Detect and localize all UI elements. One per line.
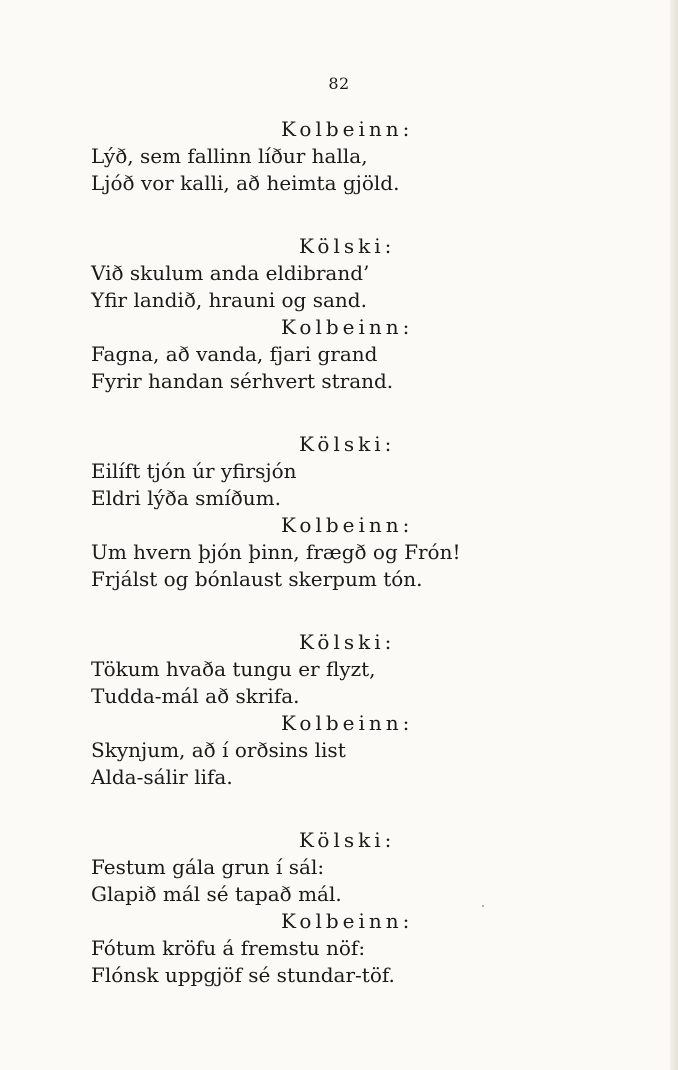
stanza-gap	[91, 197, 651, 233]
verse-line: Yfir landið, hrauni og sand.	[91, 288, 367, 312]
verse-line: Festum gála grun í sál:	[91, 855, 325, 879]
verse-line: Fagna, að vanda, fjari grand	[91, 342, 378, 366]
page-edge-shadow	[670, 0, 678, 1070]
stanza-gap	[91, 791, 651, 827]
verse-line: Frjálst og bónlaust skerpum tón.	[91, 567, 423, 591]
speaker-label: Kolbeinn:	[281, 711, 414, 735]
speaker-label: Kolbeinn:	[281, 909, 414, 933]
stanza-gap	[91, 593, 651, 629]
stanza-gap	[91, 395, 651, 431]
speaker-label: Kölski:	[299, 630, 396, 654]
verse-line: Eldri lýða smíðum.	[91, 486, 281, 510]
verse-line: Eilíft tjón úr yfirsjón	[91, 459, 297, 483]
verse-line: Ljóð vor kalli, að heimta gjöld.	[91, 171, 400, 195]
verse-line: Tudda-mál að skrifa.	[91, 684, 300, 708]
speaker-label: Kölski:	[299, 234, 396, 258]
verse-line: Flónsk uppgjöf sé stundar-töf.	[91, 963, 395, 987]
verse-line: Við skulum anda eldibrand’	[91, 261, 370, 285]
verse-line: Fyrir handan sérhvert strand.	[91, 369, 394, 393]
verse-line: Alda-sálir lifa.	[91, 765, 233, 789]
verse-line: Skynjum, að í orðsins list	[91, 738, 346, 762]
speaker-label: Kölski:	[299, 432, 396, 456]
speaker-label: Kölski:	[299, 828, 396, 852]
verse-line: Glapið mál sé tapað mál.	[91, 882, 342, 906]
verse-line: Um hvern þjón þinn, frægð og Frón!	[91, 540, 461, 564]
speaker-label: Kolbeinn:	[281, 315, 414, 339]
poem-body	[91, 116, 651, 989]
verse-line: Lýð, sem fallinn líður halla,	[91, 144, 368, 168]
verse-line: Fótum kröfu á fremstu nöf:	[91, 936, 366, 960]
verse-line: Tökum hvaða tungu er flyzt,	[91, 657, 376, 681]
speaker-label: Kolbeinn:	[281, 117, 414, 141]
speaker-label: Kolbeinn:	[281, 513, 414, 537]
page-number: 82	[328, 74, 350, 93]
